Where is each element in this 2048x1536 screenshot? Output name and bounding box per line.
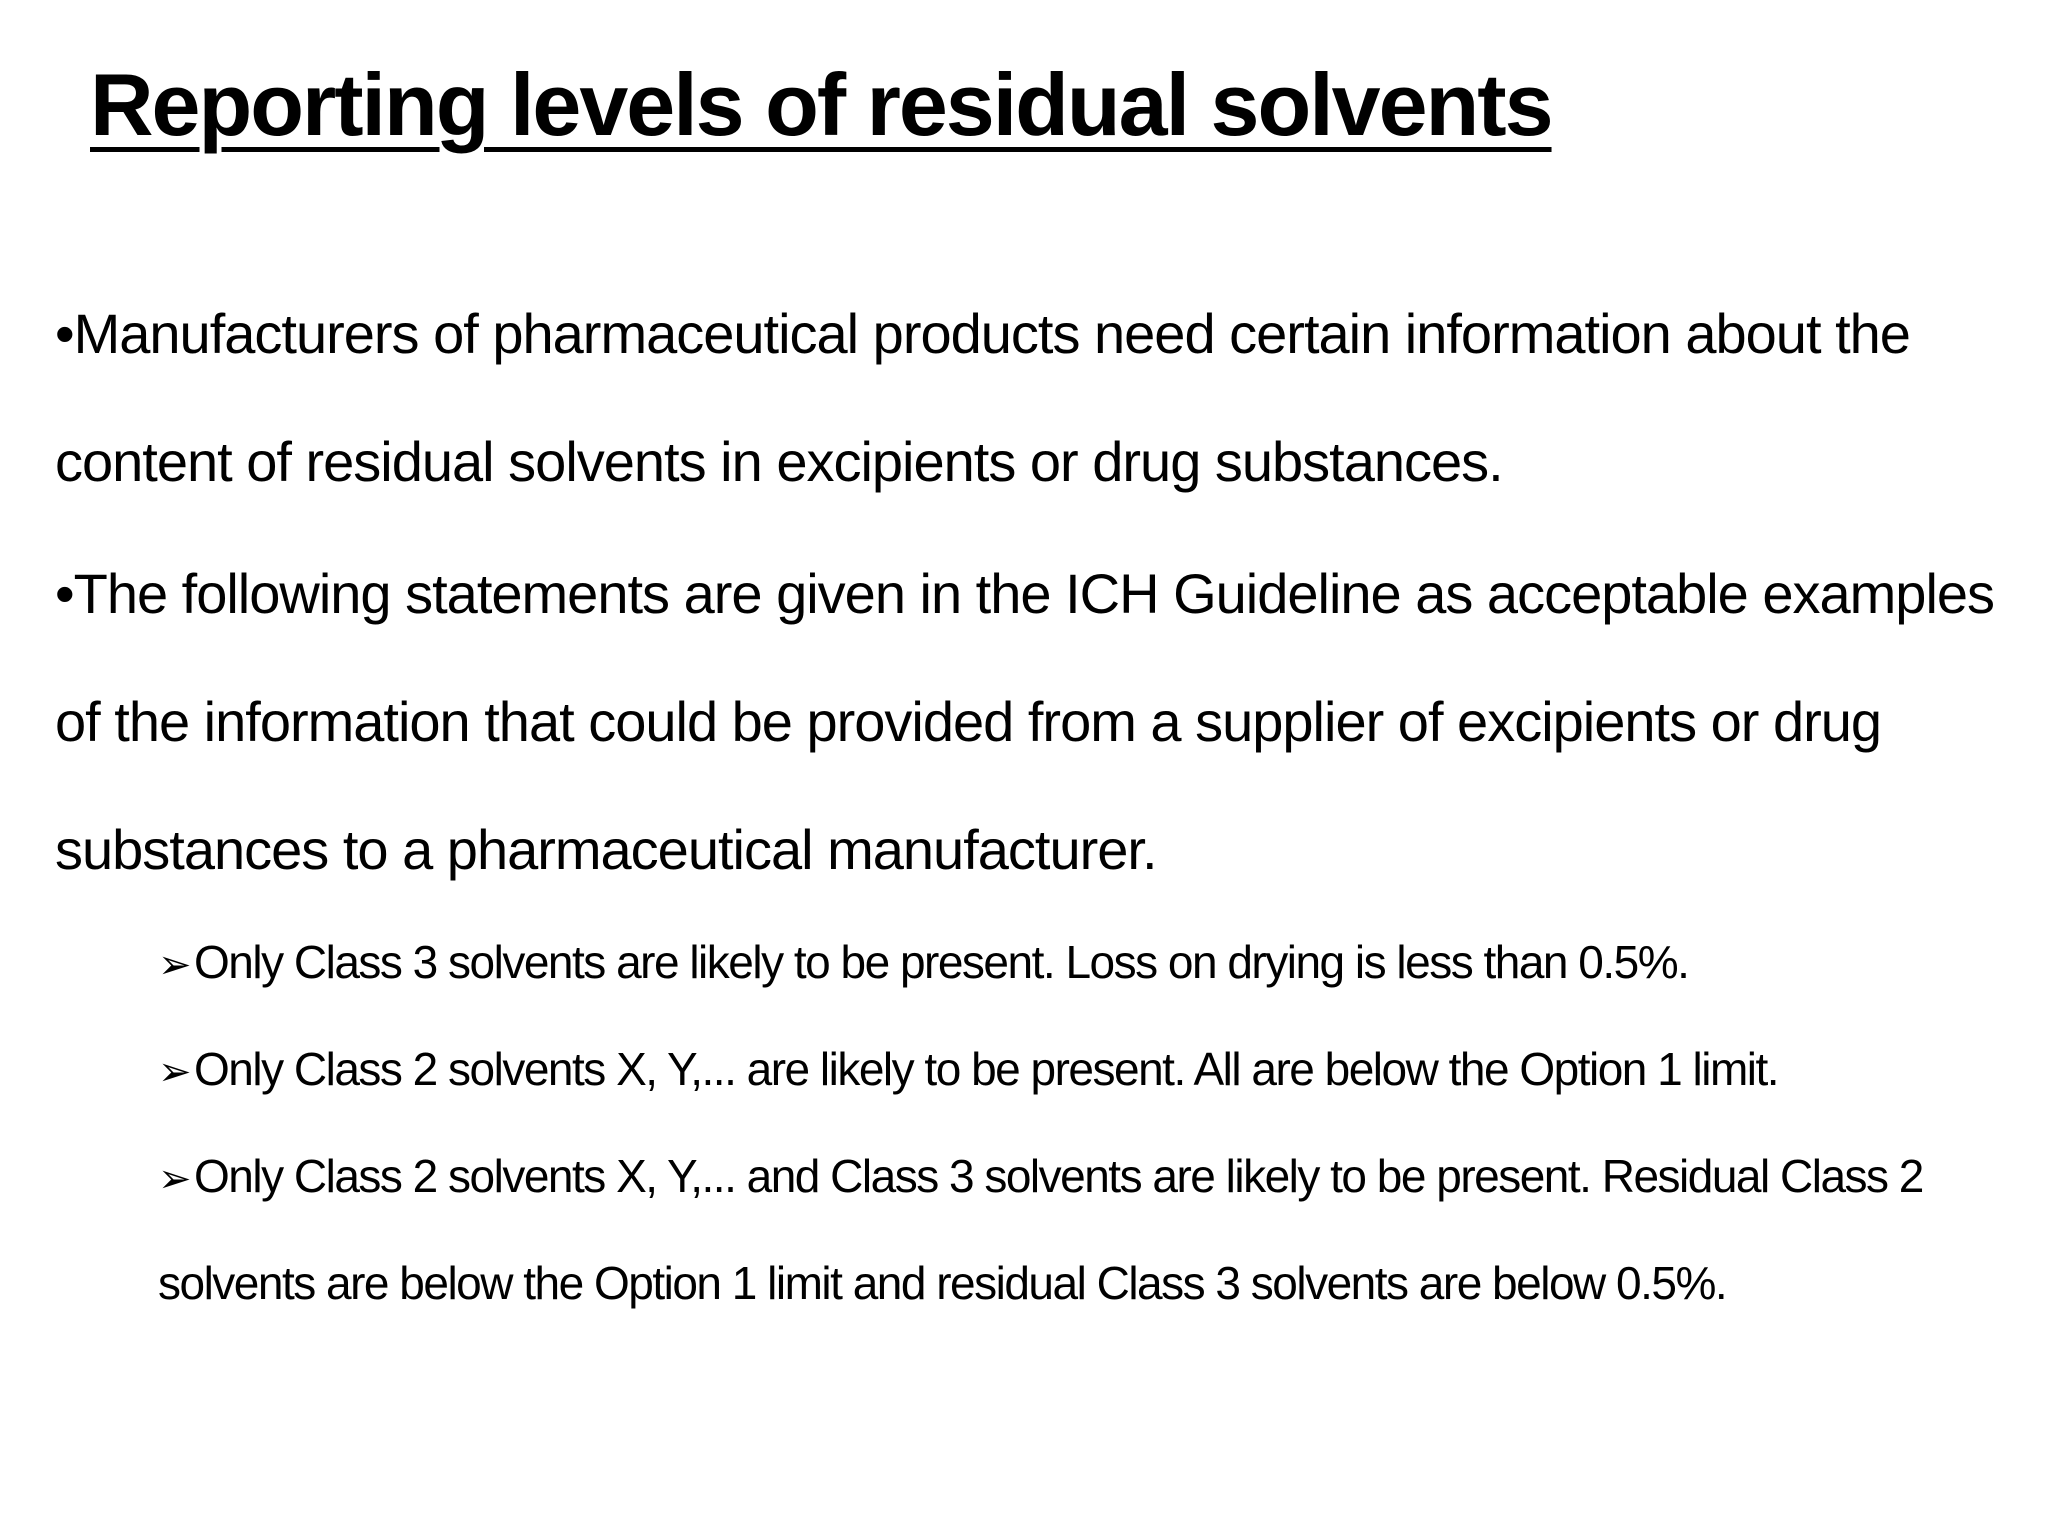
bullet-item-ich-guideline xyxy=(55,530,2015,914)
sub-bullet-text: Only Class 2 solvents X, Y,... are likely to be present. All are below the Option 1 limit. xyxy=(194,1043,1779,1095)
slide-title: Reporting levels of residual solvents xyxy=(90,55,1552,154)
sub-bullet-text: Only Class 2 solvents X, Y,... and Class 3 solvents are likely to be present. Residual Class 2 solvents are below the Option 1 limit and residual Class 3 solvents are below 0.5%. xyxy=(158,1150,1923,1309)
bullet-text: The following statements are given in the ICH Guideline as acceptable examples of the information that could be provided from a supplier of excipients or drug substances to a pharmaceutical manufacturer. xyxy=(55,562,1995,881)
bullet-item-manufacturers xyxy=(55,270,2015,526)
bullet-dot-icon: • xyxy=(55,562,74,625)
arrow-bullet-icon: ➢ xyxy=(158,1049,191,1095)
sub-bullet-text: Only Class 3 solvents are likely to be present. Loss on drying is less than 0.5%. xyxy=(194,936,1689,988)
bullet-dot-icon: • xyxy=(55,302,74,365)
sub-bullet-list xyxy=(158,910,2018,1335)
arrow-bullet-icon: ➢ xyxy=(158,1156,191,1202)
bullet-text: Manufacturers of pharmaceutical products need certain information about the content of residual solvents in excipients or drug substances. xyxy=(55,302,1910,493)
sub-bullet-item-class2-and-class3 xyxy=(158,1124,2018,1335)
sub-bullet-item-class3 xyxy=(158,910,2018,1017)
bullet-list xyxy=(55,270,2015,918)
sub-bullet-item-class2 xyxy=(158,1017,2018,1124)
arrow-bullet-icon: ➢ xyxy=(158,942,191,988)
